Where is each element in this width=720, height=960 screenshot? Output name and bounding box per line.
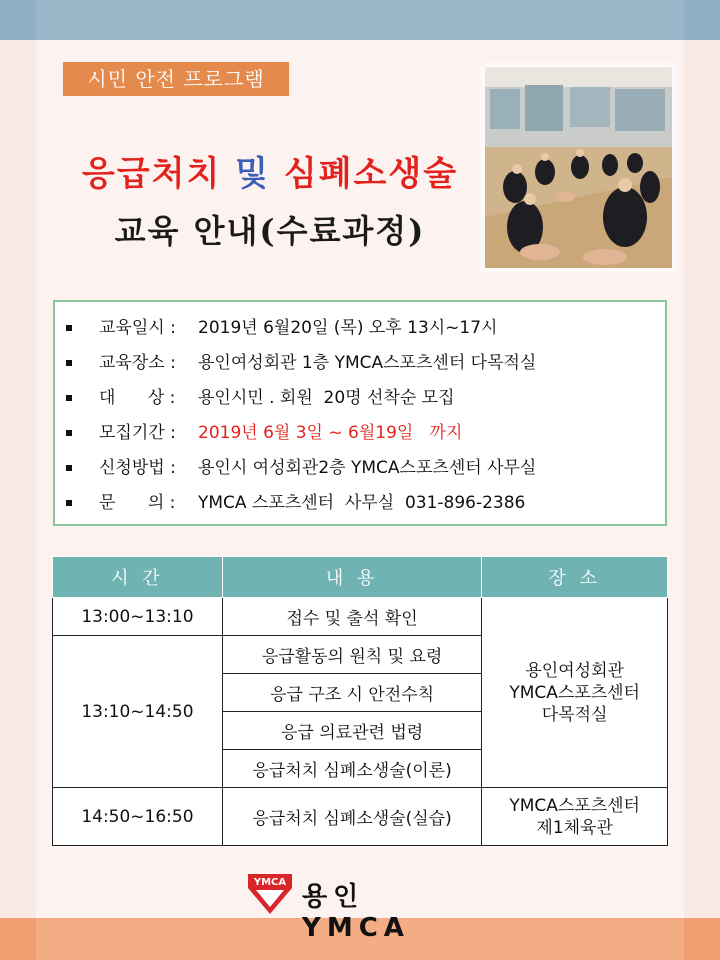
title-part-2: 및 bbox=[235, 154, 270, 194]
table-row bbox=[53, 598, 668, 636]
ymca-logo bbox=[248, 872, 468, 943]
logo-name: 용인YMCA bbox=[302, 882, 410, 943]
time-cell: 13:00~13:10 bbox=[53, 598, 223, 636]
info-value: 용인시민 . 회원 20명 선착순 모집 bbox=[198, 388, 455, 408]
info-value: YMCA 스포츠센터 사무실 031-896-2386 bbox=[198, 493, 526, 513]
ymca-triangle-icon bbox=[248, 874, 292, 914]
title-part-3: 심폐소생술 bbox=[283, 154, 459, 194]
page-subtitle: 교육 안내(수료과정) bbox=[114, 212, 426, 250]
header-place: 장 소 bbox=[482, 557, 668, 598]
table-header-row bbox=[53, 557, 668, 598]
place-line: 제1체육관 bbox=[536, 817, 613, 838]
place-line: YMCA스포츠센터 bbox=[509, 795, 640, 816]
header-time: 시 간 bbox=[53, 557, 223, 598]
top-band-right-cap bbox=[684, 0, 720, 40]
bullet-icon bbox=[66, 500, 72, 506]
place-line: 다목적실 bbox=[541, 704, 608, 725]
content-cell: 응급처치 심폐소생술(실습) bbox=[222, 788, 481, 846]
title-part-1: 응급처치 bbox=[81, 154, 222, 194]
info-value: 2019년 6월 3일 ~ 6월19일 까지 bbox=[198, 423, 463, 443]
place-cell bbox=[482, 788, 668, 846]
schedule-table bbox=[52, 556, 668, 846]
bullet-icon bbox=[66, 395, 72, 401]
content-cell: 응급 구조 시 안전수칙 bbox=[222, 674, 481, 712]
content-cell: 응급처치 심폐소생술(이론) bbox=[222, 750, 481, 788]
bullet-icon bbox=[66, 430, 72, 436]
bullet-icon bbox=[66, 325, 72, 331]
time-cell: 14:50~16:50 bbox=[53, 788, 223, 846]
info-value: 용인시 여성회관2층 YMCA스포츠센터 사무실 bbox=[198, 458, 537, 478]
time-cell: 13:10~14:50 bbox=[53, 636, 223, 788]
bottom-band-right-cap bbox=[684, 918, 720, 960]
table-row bbox=[53, 788, 668, 846]
cpr-photo-illustration bbox=[485, 67, 672, 268]
top-band bbox=[0, 0, 720, 40]
header-content: 내 용 bbox=[222, 557, 481, 598]
bullet-icon bbox=[66, 360, 72, 366]
info-value: 2019년 6월20일 (목) 오후 13시~17시 bbox=[198, 318, 498, 338]
info-label: 신청방법 : bbox=[99, 458, 176, 478]
content-cell: 응급활동의 원칙 및 요령 bbox=[222, 636, 481, 674]
logo-mark-text: YMCA bbox=[253, 877, 287, 888]
content-cell: 접수 및 출석 확인 bbox=[222, 598, 481, 636]
program-badge: 시민 안전 프로그램 bbox=[63, 62, 289, 96]
bullet-icon bbox=[66, 465, 72, 471]
info-label: 모집기간 : bbox=[99, 423, 176, 443]
place-cell bbox=[482, 598, 668, 788]
place-line: YMCA스포츠센터 bbox=[509, 682, 640, 703]
place-line: 용인여성회관 bbox=[525, 660, 624, 681]
frame-right bbox=[684, 40, 720, 918]
page-title bbox=[50, 146, 490, 195]
frame-left bbox=[0, 40, 36, 918]
info-label: 문 의 : bbox=[99, 493, 176, 513]
info-box bbox=[53, 300, 667, 526]
cpr-training-photo bbox=[485, 67, 672, 268]
info-label: 대 상 : bbox=[99, 388, 176, 408]
info-value: 용인여성회관 1층 YMCA스포츠센터 다목적실 bbox=[198, 353, 537, 373]
content-cell: 응급 의료관련 법령 bbox=[222, 712, 481, 750]
info-label: 교육일시 : bbox=[99, 318, 176, 338]
info-label: 교육장소 : bbox=[99, 353, 176, 373]
bottom-band-left-cap bbox=[0, 918, 36, 960]
top-band-left-cap bbox=[0, 0, 36, 40]
